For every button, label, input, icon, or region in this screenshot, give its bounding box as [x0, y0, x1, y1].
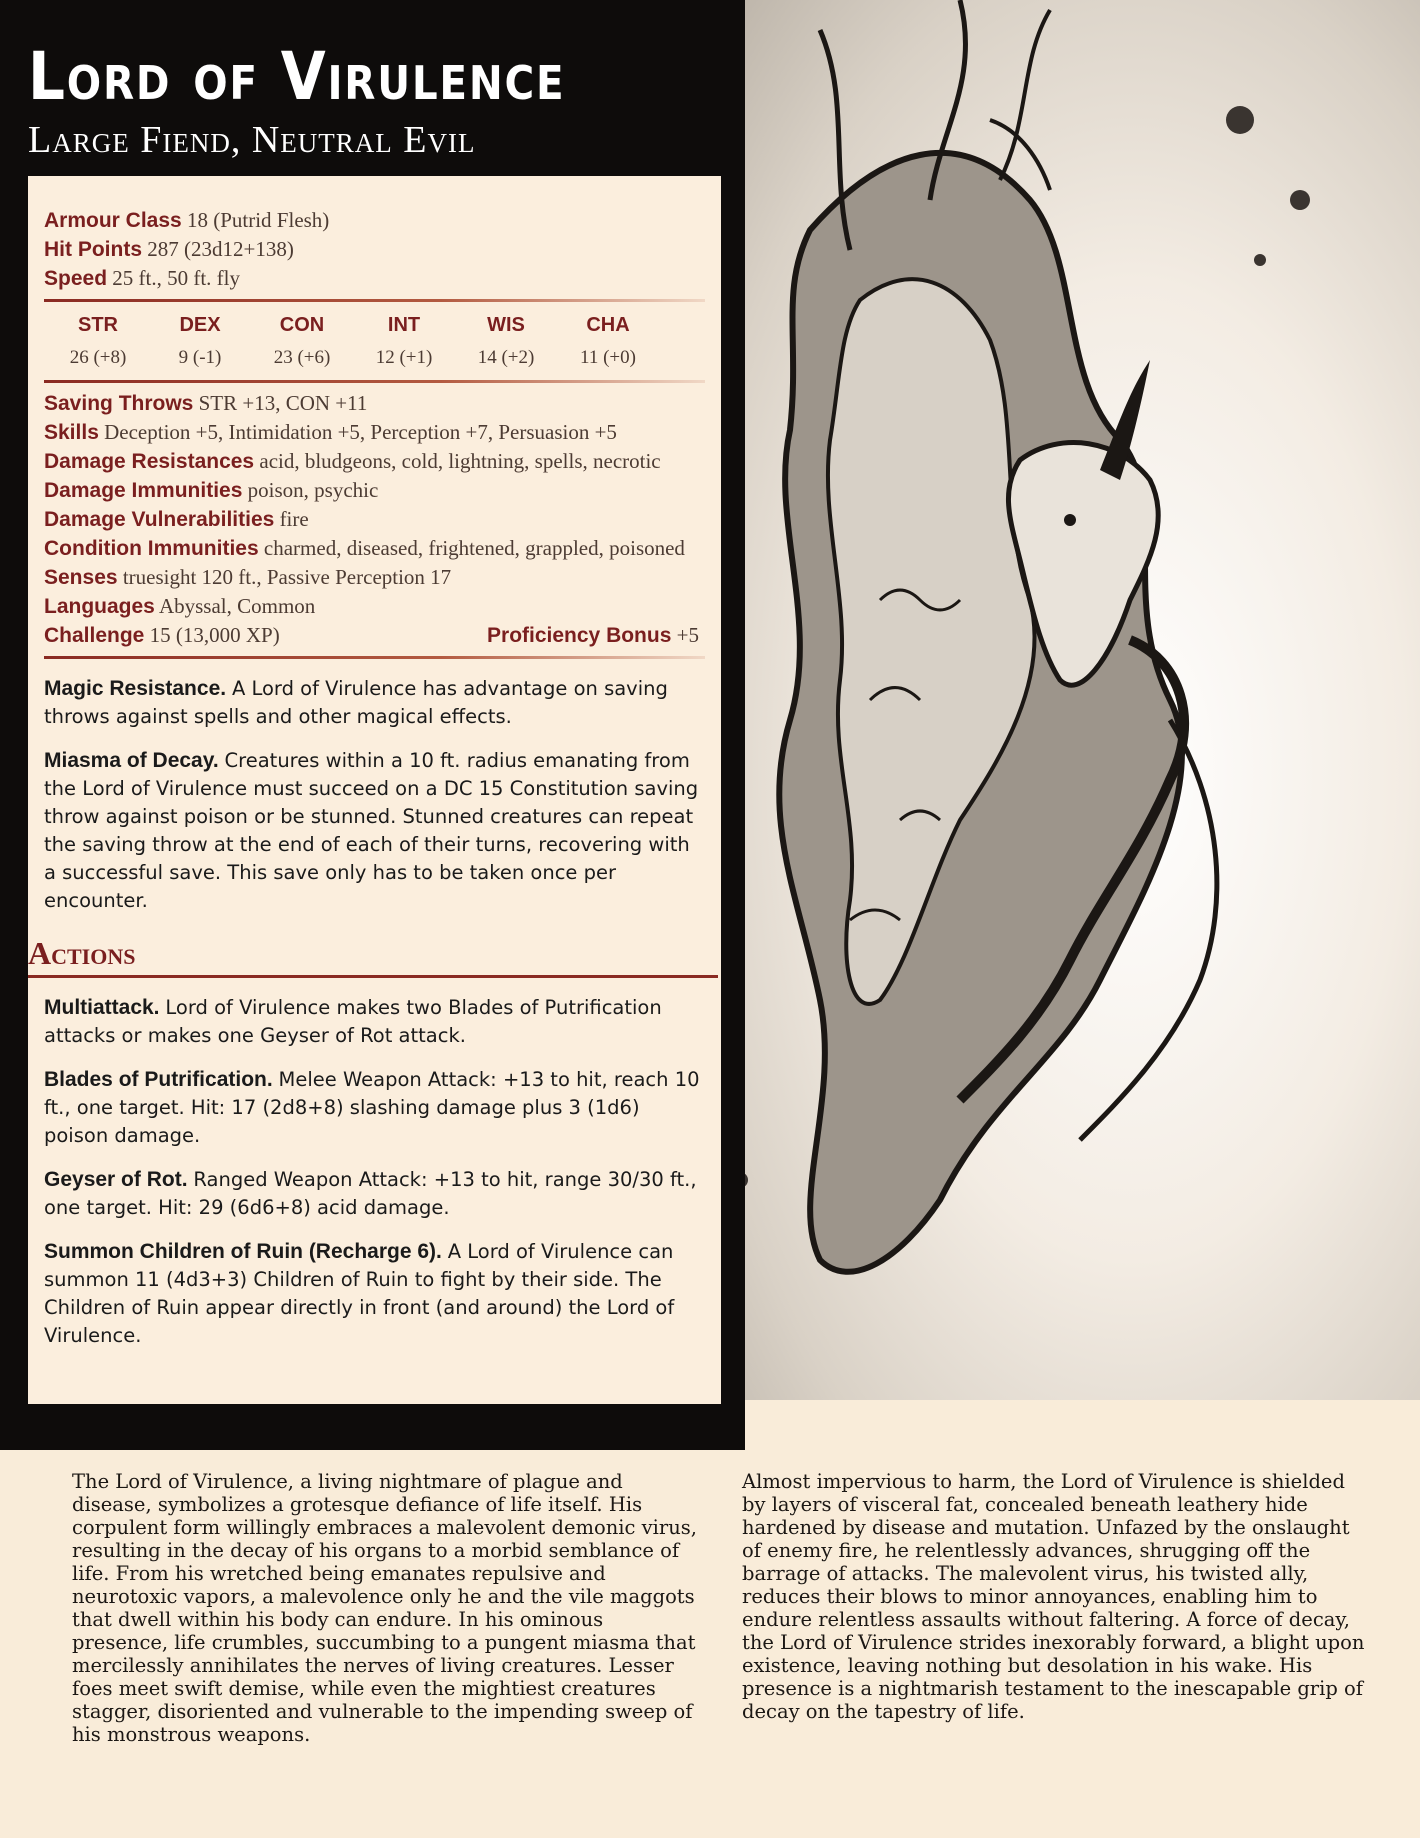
hit-points-value: 287 (23d12+138) — [147, 237, 294, 261]
divider — [44, 656, 705, 659]
divider — [44, 380, 705, 383]
armour-class-value: 18 (Putrid Flesh) — [186, 208, 330, 232]
damage-vulnerabilities-value: fire — [279, 507, 309, 531]
trait-text: A Lord of Virulence has advantage on saving throws against spells and other magical effects. — [44, 677, 668, 728]
action-text: Melee Weapon Attack: +13 to hit, reach 10 ft., one target. Hit: 17 (2d8+8) slashing damage plus 3 (1d6) poison damage. — [44, 1068, 700, 1147]
action-name: Geyser of Rot. — [44, 1168, 188, 1191]
ability-name: CHA — [586, 314, 630, 336]
damage-resistances-label: Damage Resistances — [44, 450, 255, 473]
ability-name: WIS — [487, 314, 525, 336]
ability-value: 26 (+8) — [69, 347, 127, 368]
action-summon-children-of-ruin — [44, 1238, 705, 1350]
ability-value: 23 (+6) — [273, 347, 331, 368]
condition-immunities-label: Condition Immunities — [44, 537, 259, 560]
ability-name: INT — [387, 314, 421, 336]
action-name: Multiattack. — [44, 996, 160, 1019]
challenge-row — [44, 621, 699, 650]
action-text: Ranged Weapon Attack: +13 to hit, range 30/30 ft., one target. Hit: 29 (6d6+8) acid damage. — [44, 1168, 697, 1219]
languages-row — [44, 592, 705, 621]
action-text: A Lord of Virulence can summon 11 (4d3+3) Children of Ruin to fight by their side. The Children of Ruin appear directly in front (and around) the Lord of Virulence. — [44, 1240, 675, 1347]
challenge-label: Challenge — [44, 624, 145, 647]
trait-magic-resistance — [44, 675, 705, 731]
speed-label: Speed — [44, 267, 108, 290]
ability-wis — [456, 308, 556, 374]
lore-paragraph: Almost impervious to harm, the Lord of Virulence is shielded by layers of visceral fat, concealed beneath leathery hide hardened by disease and mutation. Unfazed by the onslaught of enemy fire, he relentlessly advances, shrugging off the barrage of attacks. The malevolent virus, his twisted ally, reduces their blows to minor annoyances, enabling him to endure relentless assaults without faltering. A force of decay, the Lord of Virulence strides inexorably forward, a blight upon existence, leaving nothing but desolation in his wake. His presence is a nightmarish testament to the inescapable grip of decay on the tapestry of life. — [742, 1470, 1365, 1723]
ability-name: STR — [78, 314, 118, 336]
ability-con — [252, 308, 352, 374]
condition-immunities-value: charmed, diseased, frightened, grappled, poisoned — [263, 536, 685, 560]
ability-str — [48, 308, 148, 374]
damage-resistances-row — [44, 447, 705, 476]
languages-value: Abyssal, Common — [158, 594, 316, 618]
damage-vulnerabilities-label: Damage Vulnerabilities — [44, 508, 275, 531]
action-name: Blades of Putrification. — [44, 1068, 273, 1091]
proficiency-label: Proficiency Bonus — [487, 624, 672, 647]
damage-immunities-value: poison, psychic — [247, 478, 379, 502]
demon-artwork — [700, 0, 1420, 1400]
skills-row — [44, 418, 705, 447]
condition-immunities-row — [44, 534, 705, 563]
armour-class-row — [44, 206, 705, 235]
ability-scores — [44, 308, 658, 374]
speed-value: 25 ft., 50 ft. fly — [112, 266, 241, 290]
armour-class-label: Armour Class — [44, 209, 182, 232]
trait-text: Creatures within a 10 ft. radius emanating from the Lord of Virulence must succeed on a DC 15 Constitution saving throw against poison or be stunned. Stunned creatures can repeat the saving throw at the end of each of their turns, recovering with a successful save. This save only has to be taken once per encounter. — [44, 749, 699, 912]
ability-name: CON — [279, 314, 325, 336]
senses-value: truesight 120 ft., Passive Perception 17 — [122, 565, 452, 589]
challenge-value: 15 (13,000 XP) — [149, 623, 280, 647]
senses-label: Senses — [44, 566, 118, 589]
statblock-panel — [0, 0, 745, 1450]
ability-value: 12 (+1) — [375, 347, 433, 368]
skills-value: Deception +5, Intimidation +5, Perception +7, Persuasion +5 — [104, 420, 617, 444]
action-geyser-of-rot — [44, 1166, 705, 1222]
monster-title: Lord of Virulence — [28, 38, 566, 115]
trait-name: Magic Resistance. — [44, 677, 227, 700]
senses-row — [44, 563, 705, 592]
action-multiattack — [44, 994, 705, 1050]
trait-miasma-of-decay — [44, 747, 705, 915]
ability-dex — [150, 308, 250, 374]
action-text: Lord of Virulence makes two Blades of Putrification attacks or makes one Geyser of Rot attack. — [44, 996, 662, 1047]
saving-throws-row — [44, 389, 705, 418]
monster-subtitle: Large Fiend, Neutral Evil — [28, 119, 476, 161]
ability-value: 14 (+2) — [477, 347, 535, 368]
ability-value: 11 (+0) — [580, 347, 636, 368]
ability-int — [354, 308, 454, 374]
damage-resistances-value: acid, bludgeons, cold, lightning, spells, necrotic — [259, 449, 661, 473]
hit-points-row — [44, 235, 705, 264]
proficiency-bonus — [487, 621, 699, 650]
skills-label: Skills — [44, 421, 99, 444]
divider — [44, 299, 705, 302]
action-name: Summon Children of Ruin (Recharge 6). — [44, 1240, 442, 1263]
ability-value: 9 (-1) — [178, 347, 222, 368]
lore-paragraph: The Lord of Virulence, a living nightmare of plague and disease, symbolizes a grotesque defiance of life itself. His corpulent form willingly embraces a malevolent demonic virus, resulting in the decay of his organs to a morbid semblance of life. From his wretched being emanates repulsive and neurotoxic vapors, a malevolence only he and the vile maggots that dwell within his body can endure. In his ominous presence, life crumbles, succumbing to a pungent miasma that mercilessly annihilates the nerves of living creatures. Lesser foes meet swift demise, while even the mightiest creatures stagger, disoriented and vulnerable to the impending sweep of his monstrous weapons. — [72, 1470, 697, 1746]
creature-illustration — [700, 0, 1420, 1400]
damage-immunities-row — [44, 476, 705, 505]
proficiency-value: +5 — [676, 623, 699, 647]
ability-cha — [558, 308, 658, 374]
challenge — [44, 621, 280, 650]
lore-section — [72, 1470, 1372, 1746]
speed-row — [44, 264, 705, 293]
actions-heading: Actions — [28, 933, 718, 978]
statblock-card — [28, 176, 721, 1404]
trait-name: Miasma of Decay. — [44, 749, 219, 772]
saving-throws-label: Saving Throws — [44, 392, 194, 415]
action-blades-of-putrification — [44, 1066, 705, 1150]
hit-points-label: Hit Points — [44, 238, 142, 261]
languages-label: Languages — [44, 595, 155, 618]
ability-name: DEX — [179, 314, 221, 336]
saving-throws-value: STR +13, CON +11 — [198, 391, 368, 415]
damage-vulnerabilities-row — [44, 505, 705, 534]
damage-immunities-label: Damage Immunities — [44, 479, 243, 502]
